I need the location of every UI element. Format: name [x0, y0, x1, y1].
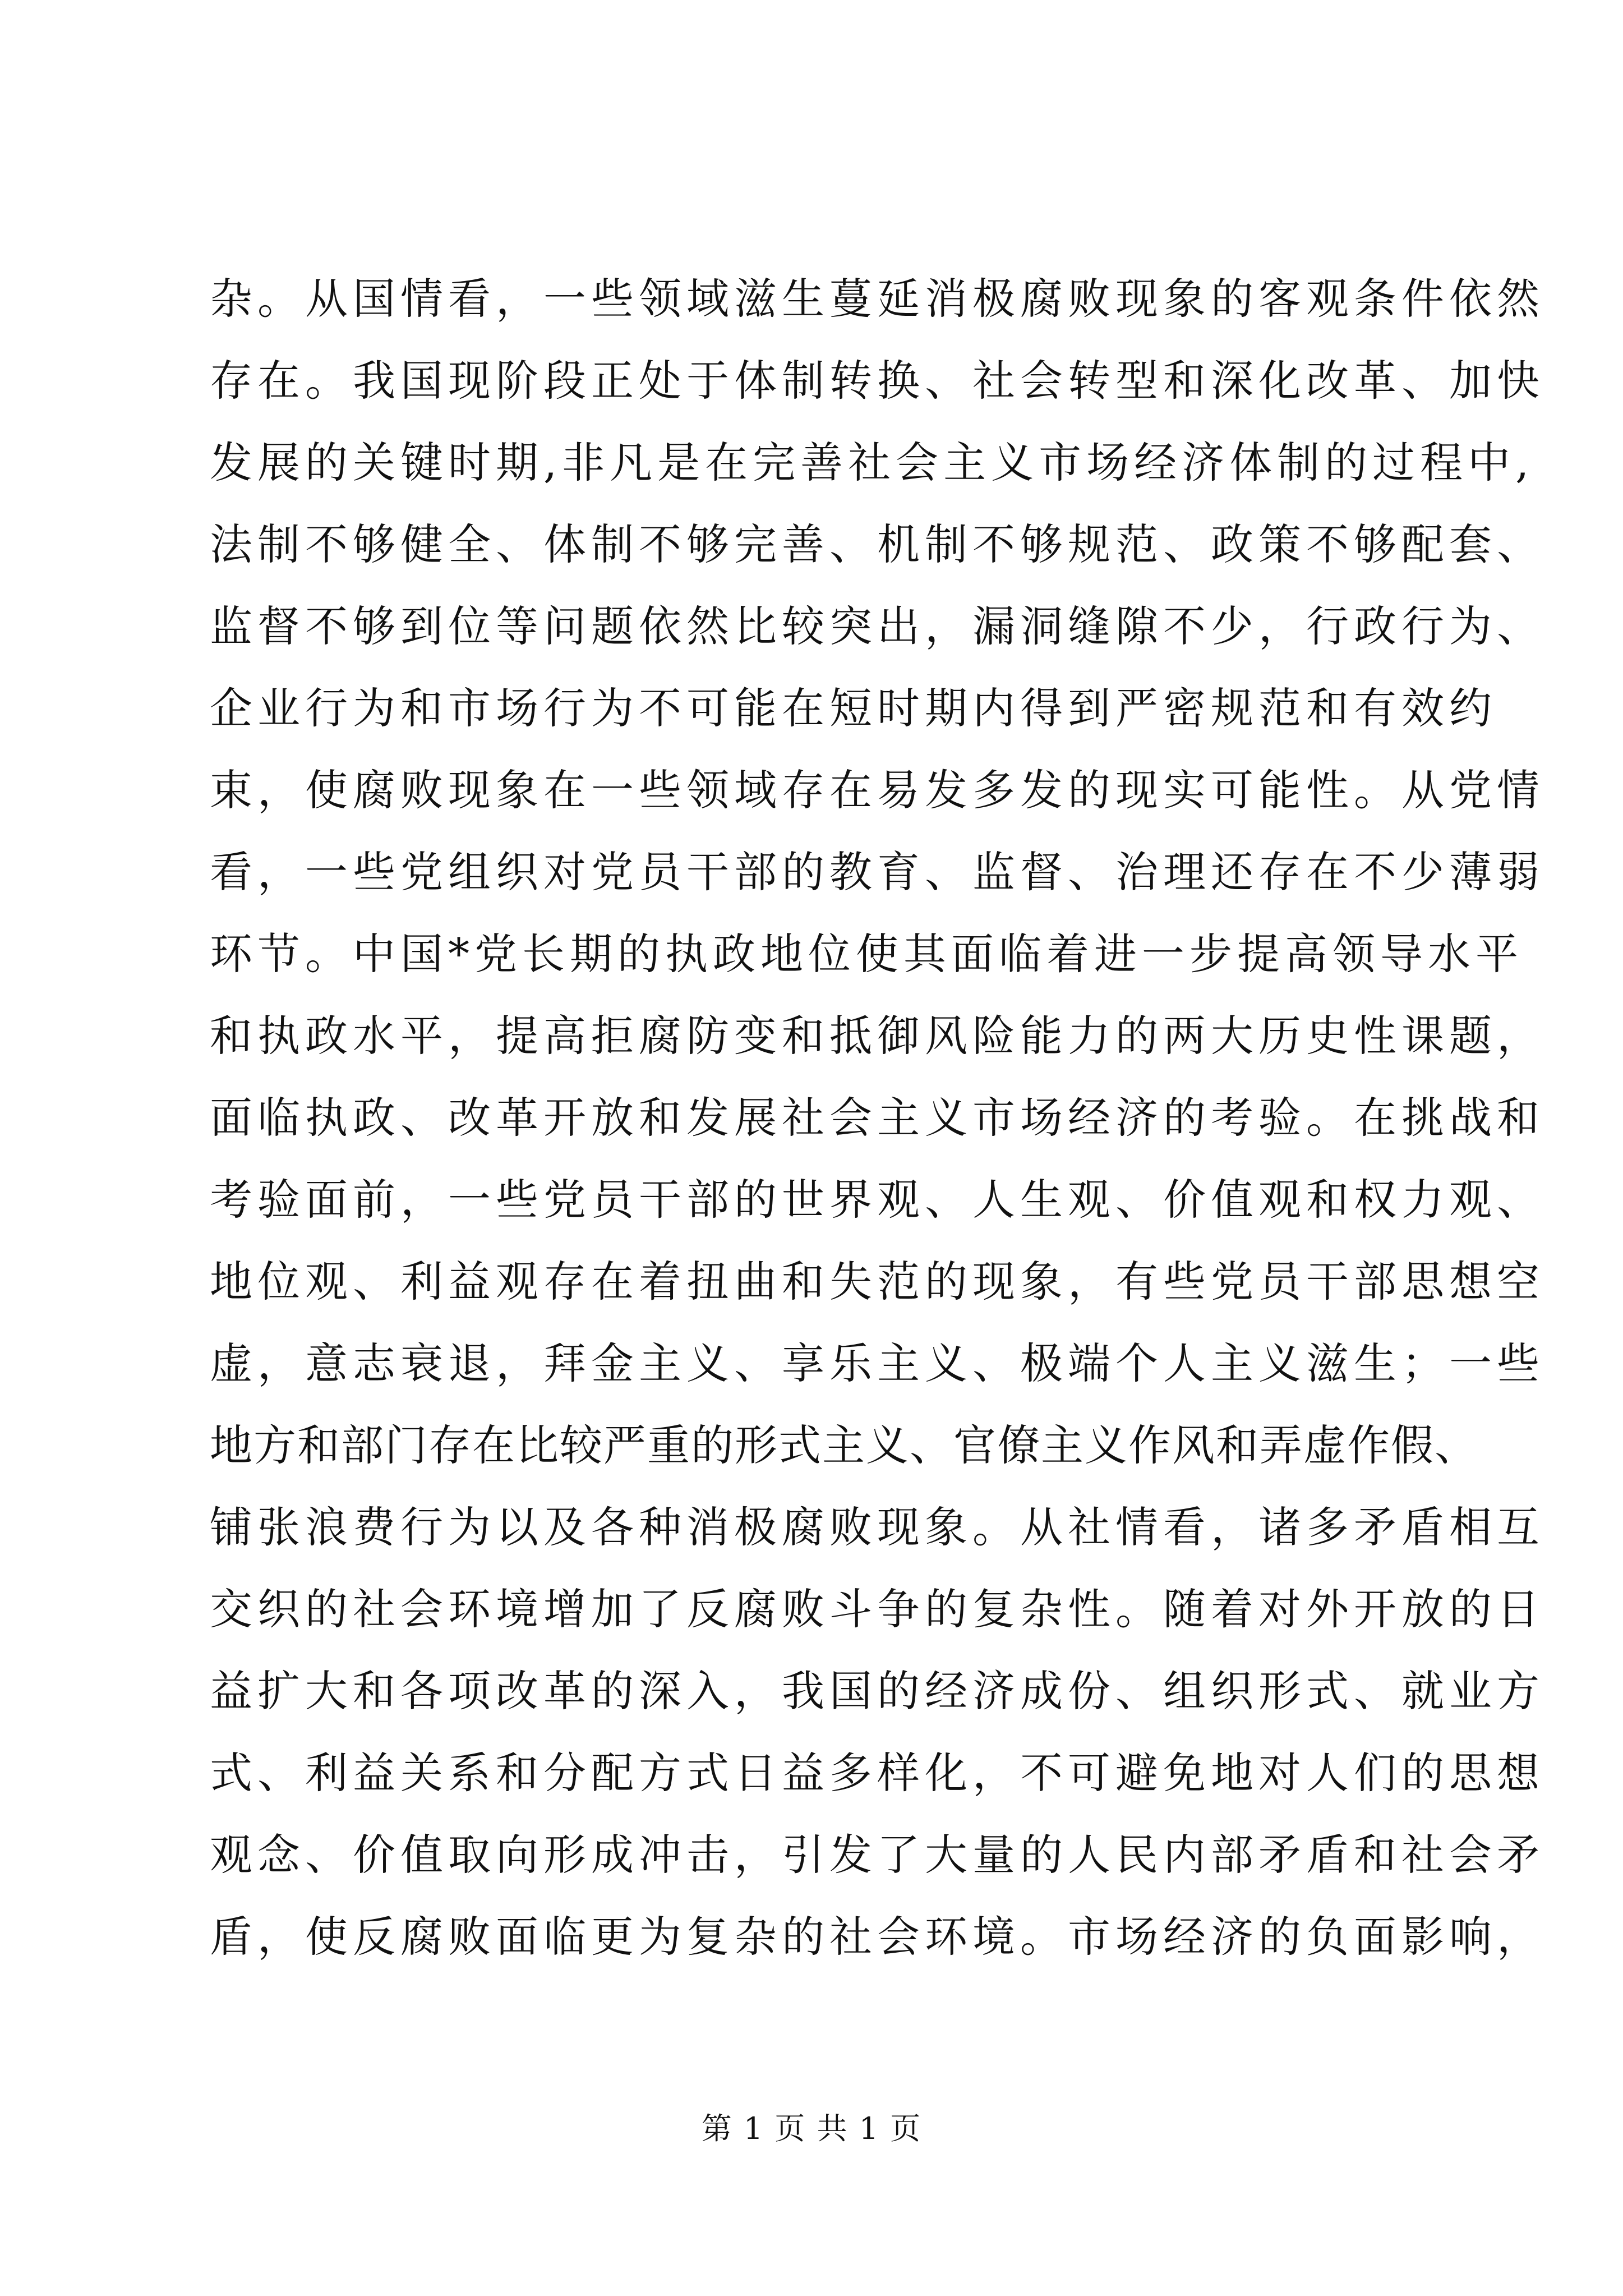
text-line: 看，一些党组织对党员干部的教育、监督、治理还存在不少薄弱 [210, 847, 1544, 897]
text-line: 环节。中国*党长期的执政地位使其面临着进一步提高领导水平 [210, 929, 1523, 979]
text-line: 和执政水平，提高拒腐防变和抵御风险能力的两大历史性课题， [210, 1011, 1544, 1061]
text-line: 地方和部门存在比较严重的形式主义、官僚主义作风和弄虚作假、 [210, 1420, 1478, 1470]
text-line: 发展的关键时期,非凡是在完善社会主义市场经济体制的过程中, [210, 438, 1534, 487]
body-text [210, 258, 1544, 1978]
text-line: 式、利益关系和分配方式日益多样化，不可避免地对人们的思想 [210, 1748, 1544, 1798]
text-line: 杂。从国情看，一些领域滋生蔓延消极腐败现象的客观条件依然 [210, 274, 1544, 324]
page-number-label: 第 1 页 共 1 页 [701, 2111, 922, 2146]
text-line: 面临执政、改革开放和发展社会主义市场经济的考验。在挑战和 [210, 1093, 1544, 1143]
text-line: 铺张浪费行为以及各种消极腐败现象。从社情看，诸多矛盾相互 [210, 1502, 1544, 1552]
text-line: 盾，使反腐败面临更为复杂的社会环境。市场经济的负面影响， [210, 1912, 1544, 1962]
text-line: 地位观、利益观存在着扭曲和失范的现象，有些党员干部思想空 [210, 1257, 1544, 1306]
text-line: 益扩大和各项改革的深入，我国的经济成份、组织形式、就业方 [210, 1666, 1544, 1716]
text-line: 监督不够到位等问题依然比较突出，漏洞缝隙不少，行政行为、 [210, 601, 1544, 651]
text-line: 虚，意志衰退，拜金主义、享乐主义、极端个人主义滋生；一些 [210, 1338, 1544, 1388]
text-line: 观念、价值取向形成冲击，引发了大量的人民内部矛盾和社会矛 [210, 1830, 1544, 1880]
text-line: 交织的社会环境增加了反腐败斗争的复杂性。随着对外开放的日 [210, 1584, 1544, 1634]
text-line: 存在。我国现阶段正处于体制转换、社会转型和深化改革、加快 [210, 356, 1544, 406]
text-line: 考验面前，一些党员干部的世界观、人生观、价值观和权力观、 [210, 1175, 1544, 1225]
text-line: 束，使腐败现象在一些领域存在易发多发的现实可能性。从党情 [210, 765, 1544, 815]
text-line: 企业行为和市场行为不可能在短时期内得到严密规范和有效约 [210, 683, 1497, 733]
text-line: 法制不够健全、体制不够完善、机制不够规范、政策不够配套、 [210, 519, 1544, 569]
page-footer [0, 2109, 1623, 2148]
